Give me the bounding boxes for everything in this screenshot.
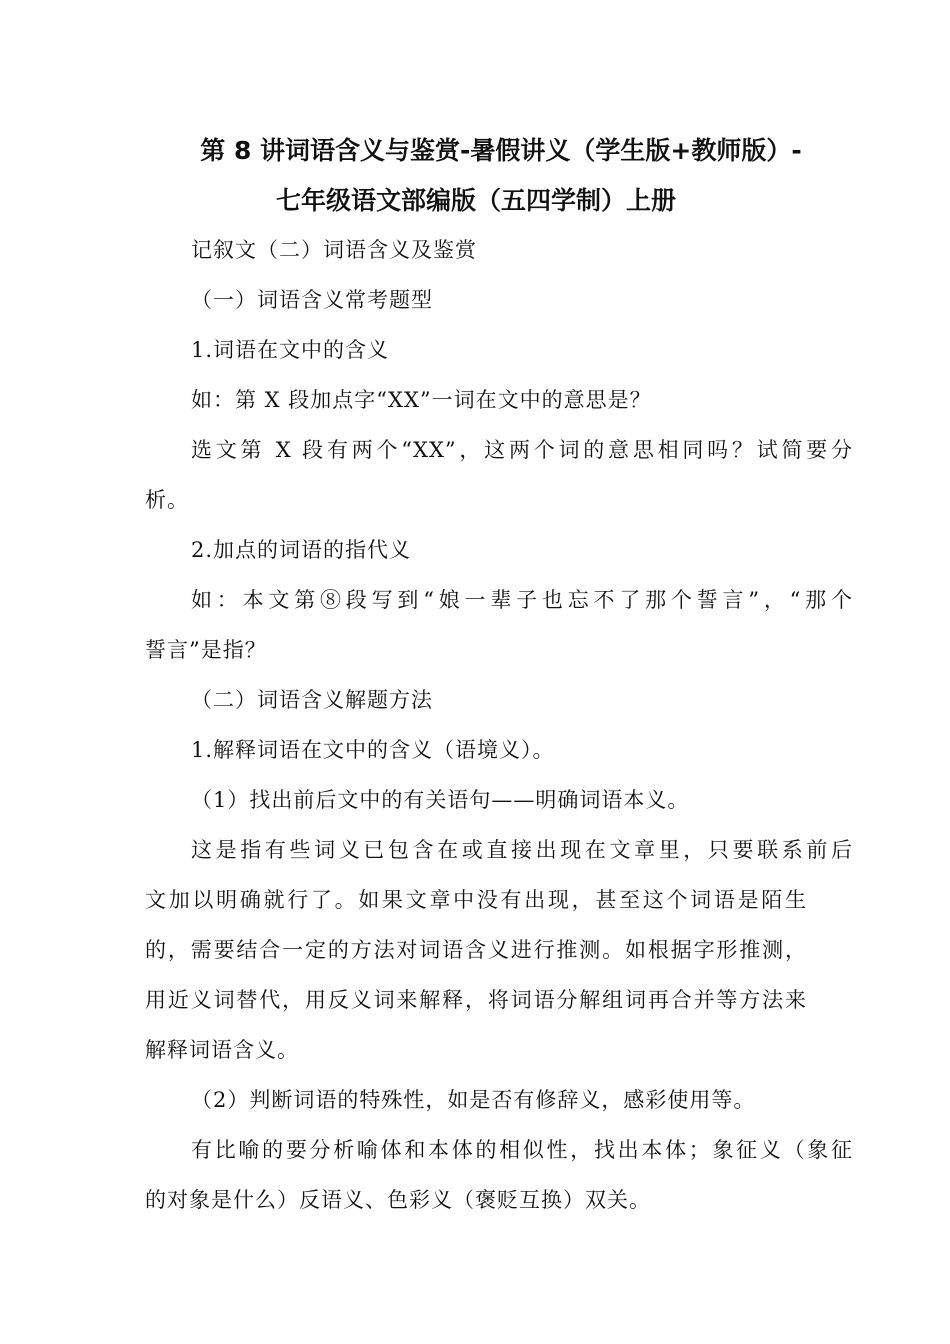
numbered-item: 1.词语在文中的含义	[191, 338, 390, 362]
title-line-2: 七年级语文部编版（五四学制）上册	[275, 186, 676, 215]
paragraph-line: 析。	[145, 488, 189, 512]
document-title	[145, 126, 807, 226]
paragraph-line: 誓言”是指？	[145, 638, 267, 662]
paragraph-line: 文加以明确就行了。如果文章中没有出现，甚至这个词语是陌生	[145, 888, 807, 912]
paragraph-line: 有比喻的要分析喻体和本体的相似性，找出本体；象征义（象征	[191, 1138, 853, 1162]
paragraph-line: 选文第 X 段有两个“XX”，这两个词的意思相同吗？试简要分	[191, 438, 853, 462]
numbered-item: 1.解释词语在文中的含义（语境义）。	[191, 738, 555, 762]
paragraph-line: 用近义词替代，用反义词来解释，将词语分解组词再合并等方法来	[145, 988, 807, 1012]
title-line-1: 第 8 讲词语含义与鉴赏-暑假讲义（学生版+教师版）-	[200, 136, 802, 165]
paragraph-line: 这是指有些词义已包含在或直接出现在文章里，只要联系前后	[191, 838, 853, 862]
sub-item: （1）找出前后文中的有关语句——明确词语本义。	[191, 788, 690, 812]
example-line: 如：第 X 段加点字“XX”一词在文中的意思是？	[191, 388, 652, 412]
paragraph-line: 解释词语含义。	[145, 1038, 299, 1062]
paragraph-line: 如：本文第⑧段写到“娘一辈子也忘不了那个誓言”，“那个	[191, 588, 853, 612]
sub-item: （2）判断词语的特殊性，如是否有修辞义，感彩使用等。	[191, 1088, 756, 1112]
subsection-heading: （一）词语含义常考题型	[191, 288, 433, 312]
paragraph-line: 的对象是什么）反语义、色彩义（褒贬互换）双关。	[145, 1188, 651, 1212]
subsection-heading: （二）词语含义解题方法	[191, 688, 433, 712]
section-heading: 记叙文（二）词语含义及鉴赏	[191, 238, 477, 262]
numbered-item: 2.加点的词语的指代义	[191, 538, 412, 562]
paragraph-line: 的，需要结合一定的方法对词语含义进行推测。如根据字形推测，	[145, 938, 807, 962]
